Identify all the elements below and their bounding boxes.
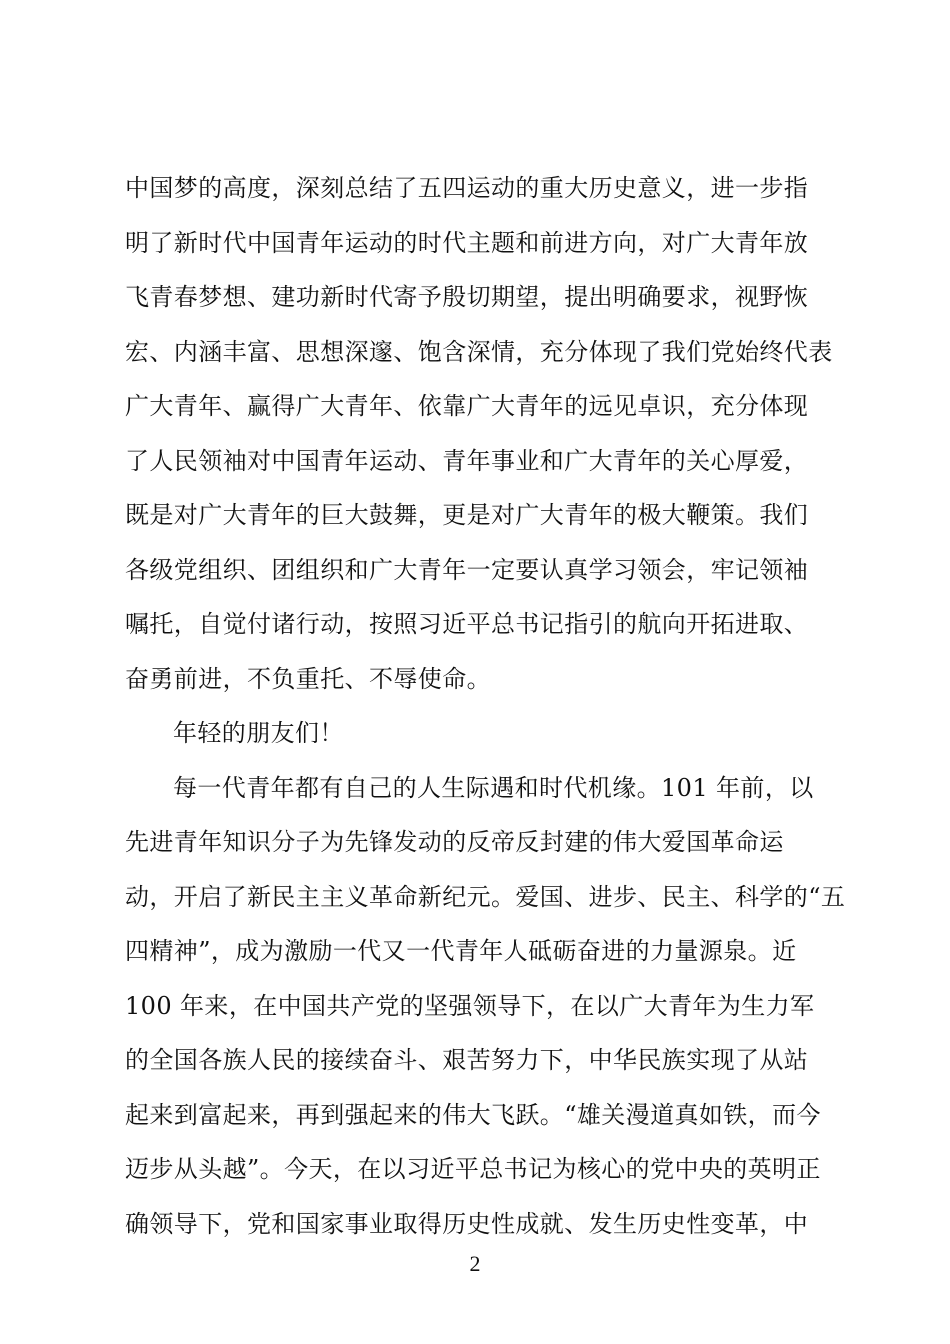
text-line: 奋勇前进，不负重托、不辱使命。 [125, 665, 491, 693]
text-line: 了人民领袖对中国青年运动、青年事业和广大青年的关心厚爱， [125, 447, 809, 475]
text-line: 各级党组织、团组织和广大青年一定要认真学习领会，牢记领袖 [125, 556, 809, 584]
text-line: 广大青年、赢得广大青年、依靠广大青年的远见卓识，充分体现 [125, 392, 809, 420]
text-line: 100 年来，在中国共产党的坚强领导下，在以广大青年为生力军 [125, 992, 815, 1020]
text-line: 起来到富起来，再到强起来的伟大飞跃。“雄关漫道真如铁，而今 [125, 1101, 821, 1129]
page-number: 2 [469, 1251, 481, 1276]
text-line: 动，开启了新民主主义革命新纪元。爱国、进步、民主、科学的“五 [125, 883, 846, 911]
text-line: 中国梦的高度，深刻总结了五四运动的重大历史意义，进一步指 [125, 174, 809, 202]
paragraph-first-line: 每一代青年都有自己的人生际遇和时代机缘。101 年前，以 [173, 774, 814, 802]
salutation-line: 年轻的朋友们！ [173, 719, 344, 747]
text-line: 确领导下，党和国家事业取得历史性成就、发生历史性变革，中 [125, 1210, 809, 1238]
text-line: 迈步从头越”。今天，在以习近平总书记为核心的党中央的英明正 [125, 1155, 821, 1183]
text-line: 嘱托，自觉付诸行动，按照习近平总书记指引的航向开拓进取、 [125, 610, 809, 638]
text-line: 宏、内涵丰富、思想深邃、饱含深情，充分体现了我们党始终代表 [125, 338, 833, 366]
text-line: 明了新时代中国青年运动的时代主题和前进方向，对广大青年放 [125, 229, 809, 257]
text-line: 的全国各族人民的接续奋斗、艰苦努力下，中华民族实现了从站 [125, 1046, 809, 1074]
text-line: 既是对广大青年的巨大鼓舞，更是对广大青年的极大鞭策。我们 [125, 501, 809, 529]
text-line: 先进青年知识分子为先锋发动的反帝反封建的伟大爱国革命运 [125, 828, 784, 856]
text-line: 四精神”，成为激励一代又一代青年人砥砺奋进的力量源泉。近 [125, 937, 797, 965]
text-line: 飞青春梦想、建功新时代寄予殷切期望，提出明确要求，视野恢 [125, 283, 809, 311]
